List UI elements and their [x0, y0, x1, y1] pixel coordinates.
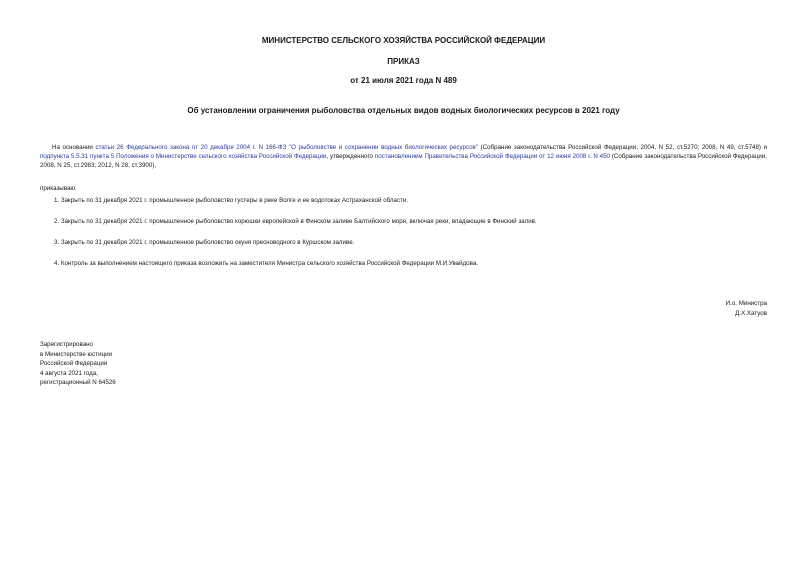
- order-word: приказываю:: [40, 185, 77, 192]
- regulation-subpoint-link[interactable]: подпункта 5.5.31 пункта 5 Положения о Министерстве сельского хозяйства Российской Федерации: [40, 153, 327, 160]
- preamble-text-1: На основании: [52, 144, 96, 151]
- registration-line-2: в Министерстве юстиции: [40, 350, 113, 358]
- signature-name: Д.Х.Хатуов: [735, 309, 767, 317]
- order-item-3: 3. Закрыть по 31 декабря 2021 г. промышленное рыболовство окуня пресноводного в Куршском заливе.: [54, 239, 355, 246]
- order-item-4: 4. Контроль за выполнением настоящего приказа возложить на заместителя Министра сельского хозяйства Российской Федерации М.И.Увайдова.: [54, 260, 479, 267]
- preamble-text-4: (Собрание законодательства Российской Федерации, 2008, N 25, ст.2983; 2012, N 28, ст.3900),: [40, 153, 767, 169]
- signature-position: И.о. Министра: [725, 300, 767, 307]
- document-date-number: от 21 июля 2021 года N 489: [350, 76, 457, 85]
- registration-line-3: Российской Федерации: [40, 360, 108, 367]
- order-item-2: 2. Закрыть по 31 декабря 2021 г. промышленное рыболовство корюшки европейской в Финском заливе Балтийского моря, включая реки, впадающие в Финский залив.: [54, 218, 537, 225]
- registration-line-4: 4 августа 2021 года,: [40, 369, 98, 377]
- registration-line-1: Зарегистрировано: [40, 341, 93, 348]
- document-type: ПРИКАЗ: [387, 57, 420, 66]
- registration-line-5: регистрационный N 64526: [40, 379, 116, 386]
- order-item-1: 1. Закрыть по 31 декабря 2021 г. промышленное рыболовство густеры в реке Волге и ее водотоках Астраханской области.: [54, 197, 409, 204]
- ministry-heading: МИНИСТЕРСТВО СЕЛЬСКОГО ХОЗЯЙСТВА РОССИЙСКОЙ ФЕДЕРАЦИИ: [261, 36, 546, 45]
- preamble-text-2: (Собрание законодательства Российской Федерации, 2004, N 52, ст.5270; 2008, N 49, ст.5748) и: [478, 144, 768, 151]
- preamble-paragraph: [40, 143, 767, 170]
- signature-block: [726, 299, 767, 318]
- law-article-link[interactable]: статьи 26 Федерального закона от 20 декабря 2004 г. N 166-ФЗ "О рыболовстве и сохранении водных биологических ресурсов": [95, 144, 479, 151]
- document-title: Об установлении ограничения рыболовства отдельных видов водных биологических ресурсов в 2021 году: [187, 106, 620, 115]
- registration-block: [40, 340, 116, 388]
- government-decree-link[interactable]: постановлением Правительства Российской Федерации от 12 июня 2008 г. N 450: [374, 153, 610, 160]
- preamble-text-3: , утвержденного: [326, 153, 375, 160]
